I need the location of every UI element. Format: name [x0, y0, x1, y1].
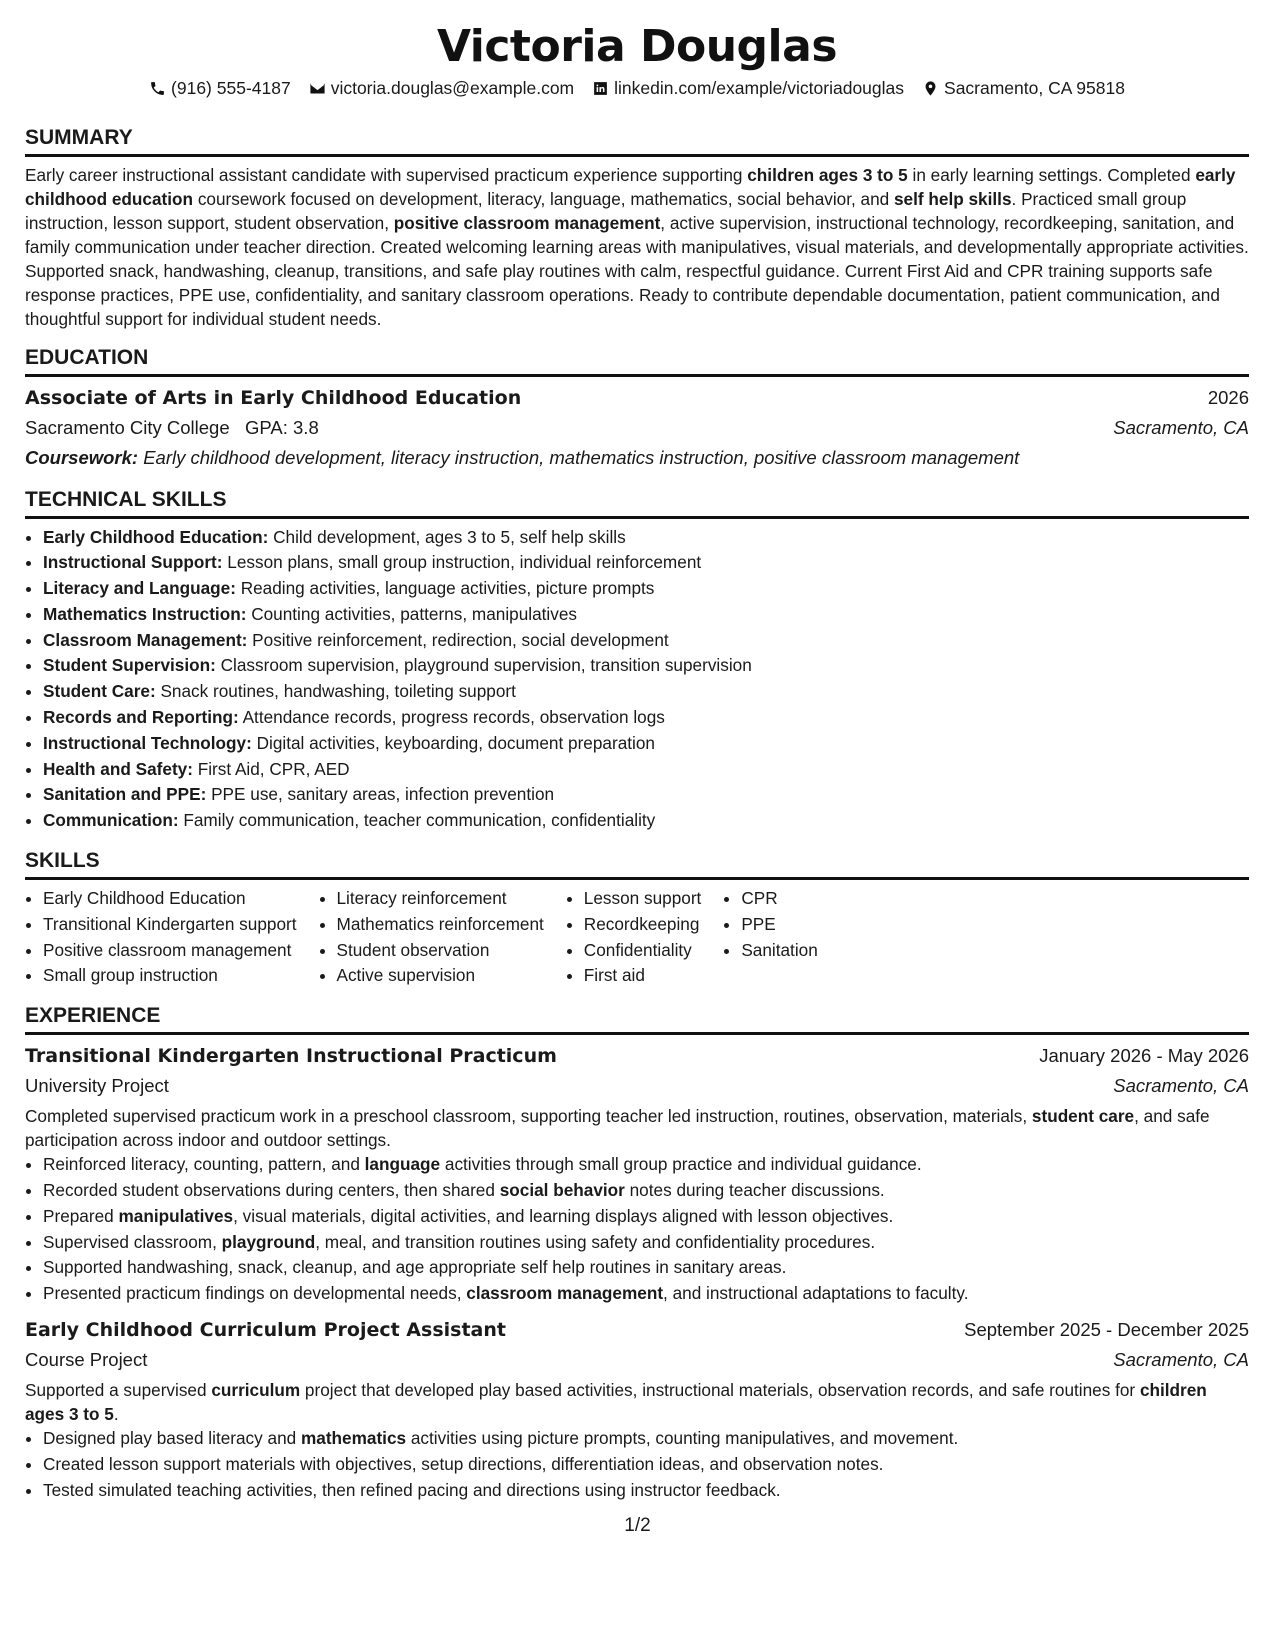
technical-skill-text: Lesson plans, small group instruction, individual reinforcement — [222, 552, 702, 573]
job-bullet-text: , and instructional adaptations to faculty. — [663, 1283, 969, 1304]
job-description-emphasis: children ages 3 to 5 — [25, 1380, 1207, 1424]
technical-skill-label: Communication: — [43, 810, 179, 831]
page-number: 1/2 — [624, 1515, 651, 1536]
coursework-line — [25, 443, 1249, 473]
technical-skill-text: Counting activities, patterns, manipulatives — [246, 603, 577, 624]
job-description-emphasis: student care — [1031, 1106, 1135, 1127]
summary-section — [25, 125, 1249, 331]
gpa: GPA: 3.8 — [245, 416, 319, 438]
skill-item: • Student observation — [337, 938, 544, 964]
skill-item: • Small group instruction — [43, 963, 297, 989]
summary-heading: SUMMARY — [25, 125, 1249, 157]
technical-skill-text: Classroom supervision, playground supervision, transition supervision — [215, 655, 752, 676]
job-bullet-text: notes during teacher discussions. — [624, 1180, 885, 1201]
technical-skill-item — [43, 525, 1249, 551]
summary-text — [25, 163, 1249, 331]
summary-text: in early learning settings. Completed — [907, 164, 1196, 185]
technical-skill-label: Health and Safety: — [43, 758, 193, 779]
skills-column — [319, 886, 544, 989]
skill-item: • Transitional Kindergarten support — [43, 912, 297, 938]
job-bullets — [25, 1426, 1249, 1503]
skill-item: • Confidentiality — [584, 938, 702, 964]
education-heading: EDUCATION — [25, 345, 1249, 377]
job-bullet — [43, 1255, 1249, 1281]
coursework-list: Early childhood development, literacy instruction, mathematics instruction, positive classroom management — [138, 446, 1020, 468]
experience-entry — [25, 1315, 1249, 1503]
job-location: Sacramento, CA — [1113, 1349, 1249, 1371]
job-bullet-text: Supervised classroom, — [43, 1231, 222, 1252]
skill-item: • Early Childhood Education — [43, 886, 297, 912]
contact-bar — [25, 76, 1249, 101]
job-bullet — [43, 1478, 1249, 1504]
job-bullet — [43, 1281, 1249, 1307]
email-text: victoria.douglas@example.com — [330, 78, 575, 98]
technical-skill-item — [43, 731, 1249, 757]
technical-skill-text: Attendance records, progress records, observation logs — [238, 707, 665, 728]
job-bullet-emphasis: playground — [221, 1231, 316, 1252]
technical-skill-text: Digital activities, keyboarding, document preparation — [251, 732, 655, 753]
location-text: Sacramento, CA 95818 — [944, 78, 1125, 98]
technical-skills-heading: TECHNICAL SKILLS — [25, 487, 1249, 519]
technical-skill-item — [43, 653, 1249, 679]
job-description-text: , and safe participation across indoor and outdoor settings. — [25, 1106, 1210, 1150]
contact-linkedin[interactable] — [592, 76, 904, 101]
job-bullet-text: , meal, and transition routines using safety and confidentiality procedures. — [315, 1231, 876, 1252]
job-bullet-text: Tested simulated teaching activities, then refined pacing and directions using instructor feedback. — [43, 1479, 781, 1500]
job-bullet-emphasis: social behavior — [499, 1180, 625, 1201]
phone-text: (916) 555-4187 — [171, 78, 291, 98]
degree-title: Associate of Arts in Early Childhood Education — [25, 386, 522, 409]
school-line — [25, 413, 319, 443]
technical-skill-text: Family communication, teacher communication, confidentiality — [178, 810, 656, 831]
technical-skill-text: Child development, ages 3 to 5, self help skills — [268, 526, 626, 547]
education-section — [25, 345, 1249, 473]
job-bullet-text: activities using picture prompts, counting manipulatives, and movement. — [406, 1428, 959, 1449]
job-organization: Course Project — [25, 1349, 148, 1371]
technical-skill-label: Student Care: — [43, 681, 156, 702]
technical-skill-item — [43, 808, 1249, 834]
job-bullet — [43, 1152, 1249, 1178]
job-bullet-text: Reinforced literacy, counting, pattern, and — [43, 1154, 365, 1175]
school-name: Sacramento City College — [25, 416, 230, 438]
skill-item: • Positive classroom management — [43, 938, 297, 964]
job-bullet — [43, 1426, 1249, 1452]
technical-skill-label: Classroom Management: — [43, 629, 248, 650]
job-description-text: project that developed play based activities, instructional materials, observation records, and safe routines for — [300, 1380, 1140, 1401]
graduation-year: 2026 — [1207, 386, 1249, 408]
candidate-name: Victoria Douglas — [436, 21, 838, 72]
skill-item: • CPR — [741, 886, 817, 912]
job-bullet-text: Supported handwashing, snack, cleanup, and age appropriate self help routines in sanitary areas. — [43, 1257, 787, 1278]
linkedin-icon — [592, 80, 609, 97]
skills-section — [25, 848, 1249, 989]
job-bullet-text: Prepared — [43, 1205, 119, 1226]
job-bullet — [43, 1204, 1249, 1230]
job-description-text: . — [113, 1403, 119, 1424]
skill-item: • PPE — [741, 912, 817, 938]
technical-skill-text: Positive reinforcement, redirection, social development — [247, 629, 669, 650]
job-bullet — [43, 1230, 1249, 1256]
summary-text: . Practiced small group instruction, lesson support, student observation, — [25, 188, 1187, 233]
technical-skills-list — [25, 525, 1249, 835]
technical-skill-item — [43, 679, 1249, 705]
resume-page — [25, 22, 1249, 1511]
contact-phone — [149, 76, 291, 101]
contact-location — [922, 76, 1125, 101]
skills-column — [723, 886, 817, 989]
technical-skill-item — [43, 782, 1249, 808]
technical-skill-item — [43, 705, 1249, 731]
technical-skill-item — [43, 628, 1249, 654]
skill-item: • Literacy reinforcement — [337, 886, 544, 912]
job-bullets — [25, 1152, 1249, 1307]
technical-skill-label: Student Supervision: — [43, 655, 216, 676]
technical-skill-text: Reading activities, language activities, picture prompts — [235, 578, 655, 599]
summary-emphasis: early childhood education — [25, 164, 1236, 209]
skills-column — [566, 886, 702, 989]
skills-column — [25, 886, 297, 989]
job-bullet-emphasis: language — [364, 1154, 441, 1175]
skill-item: • Lesson support — [584, 886, 702, 912]
skill-item: • Sanitation — [741, 938, 817, 964]
skill-item: • Mathematics reinforcement — [337, 912, 544, 938]
experience-section — [25, 1003, 1249, 1503]
technical-skill-item — [43, 550, 1249, 576]
skills-heading: SKILLS — [25, 848, 1249, 880]
technical-skill-label: Literacy and Language: — [43, 578, 236, 599]
experience-entry — [25, 1041, 1249, 1307]
job-description — [25, 1379, 1249, 1426]
job-organization: University Project — [25, 1075, 169, 1097]
summary-emphasis: positive classroom management — [393, 212, 661, 233]
summary-text: coursework focused on development, literacy, language, mathematics, social behavior, and — [193, 188, 894, 209]
technical-skill-label: Mathematics Instruction: — [43, 603, 247, 624]
summary-emphasis: self help skills — [894, 188, 1012, 209]
job-bullet-emphasis: classroom management — [466, 1283, 664, 1304]
job-title: Early Childhood Curriculum Project Assistant — [25, 1319, 506, 1342]
job-bullet — [43, 1452, 1249, 1478]
job-dates: September 2025 - December 2025 — [964, 1319, 1249, 1341]
job-description-text: Supported a supervised — [25, 1380, 212, 1401]
phone-icon — [149, 80, 166, 97]
technical-skill-item — [43, 757, 1249, 783]
job-title: Transitional Kindergarten Instructional Practicum — [25, 1045, 557, 1068]
technical-skill-label: Instructional Technology: — [43, 732, 252, 753]
job-bullet — [43, 1178, 1249, 1204]
technical-skill-item — [43, 602, 1249, 628]
job-bullet-text: Presented practicum findings on developmental needs, — [43, 1283, 467, 1304]
job-bullet-emphasis: mathematics — [300, 1428, 407, 1449]
technical-skill-label: Sanitation and PPE: — [43, 784, 207, 805]
job-description-emphasis: curriculum — [211, 1380, 301, 1401]
skill-item: • Recordkeeping — [584, 912, 702, 938]
experience-entries — [25, 1041, 1249, 1503]
skill-item: • First aid — [584, 963, 702, 989]
summary-emphasis: children ages 3 to 5 — [747, 164, 908, 185]
summary-text: Early career instructional assistant candidate with supervised practicum experience supporting — [25, 164, 748, 185]
job-bullet-text: Recorded student observations during centers, then shared — [43, 1180, 500, 1201]
school-location: Sacramento, CA — [1113, 416, 1249, 438]
skills-columns — [25, 886, 1249, 989]
contact-email[interactable] — [309, 76, 574, 101]
technical-skills-section — [25, 487, 1249, 835]
summary-text: , active supervision, instructional technology, recordkeeping, sanitation, and family communication under teacher direction. Created welcoming learning areas with manipulatives, visual materials, and developmentally appropriate activities. Supported snack, handwashing, cleanup, transitions, and safe play routines with calm, respectful guidance. Current First Aid and CPR training supports safe response practices, PPE use, confidentiality, and sanitary classroom operations. Ready to contribute dependable documentation, patient communication, and thoughtful support for individual student needs. — [25, 212, 1249, 329]
technical-skill-text: First Aid, CPR, AED — [192, 758, 350, 779]
experience-heading: EXPERIENCE — [25, 1003, 1249, 1035]
linkedin-text: linkedin.com/example/victoriadouglas — [614, 78, 905, 98]
coursework-label: Coursework: — [25, 446, 139, 468]
job-bullet-text: activities through small group practice and individual guidance. — [440, 1154, 922, 1175]
skill-item: • Active supervision — [337, 963, 544, 989]
job-bullet-emphasis: manipulatives — [118, 1205, 234, 1226]
job-bullet-text: Designed play based literacy and — [43, 1428, 301, 1449]
envelope-icon — [309, 80, 326, 97]
technical-skill-label: Early Childhood Education: — [43, 526, 269, 547]
job-description-text: Completed supervised practicum work in a preschool classroom, supporting teacher led instruction, routines, observation, materials, — [25, 1106, 1032, 1127]
technical-skill-label: Instructional Support: — [43, 552, 223, 573]
job-dates: January 2026 - May 2026 — [1039, 1045, 1249, 1067]
job-bullet-text: Created lesson support materials with objectives, setup directions, differentiation ideas, and observation notes. — [43, 1453, 884, 1474]
map-pin-icon — [922, 80, 939, 97]
technical-skill-text: Snack routines, handwashing, toileting support — [155, 681, 516, 702]
technical-skill-label: Records and Reporting: — [43, 707, 239, 728]
technical-skill-item — [43, 576, 1249, 602]
job-description — [25, 1105, 1249, 1152]
job-bullet-text: , visual materials, digital activities, and learning displays aligned with lesson objectives. — [233, 1205, 894, 1226]
technical-skill-text: PPE use, sanitary areas, infection prevention — [206, 784, 555, 805]
job-location: Sacramento, CA — [1113, 1075, 1249, 1097]
